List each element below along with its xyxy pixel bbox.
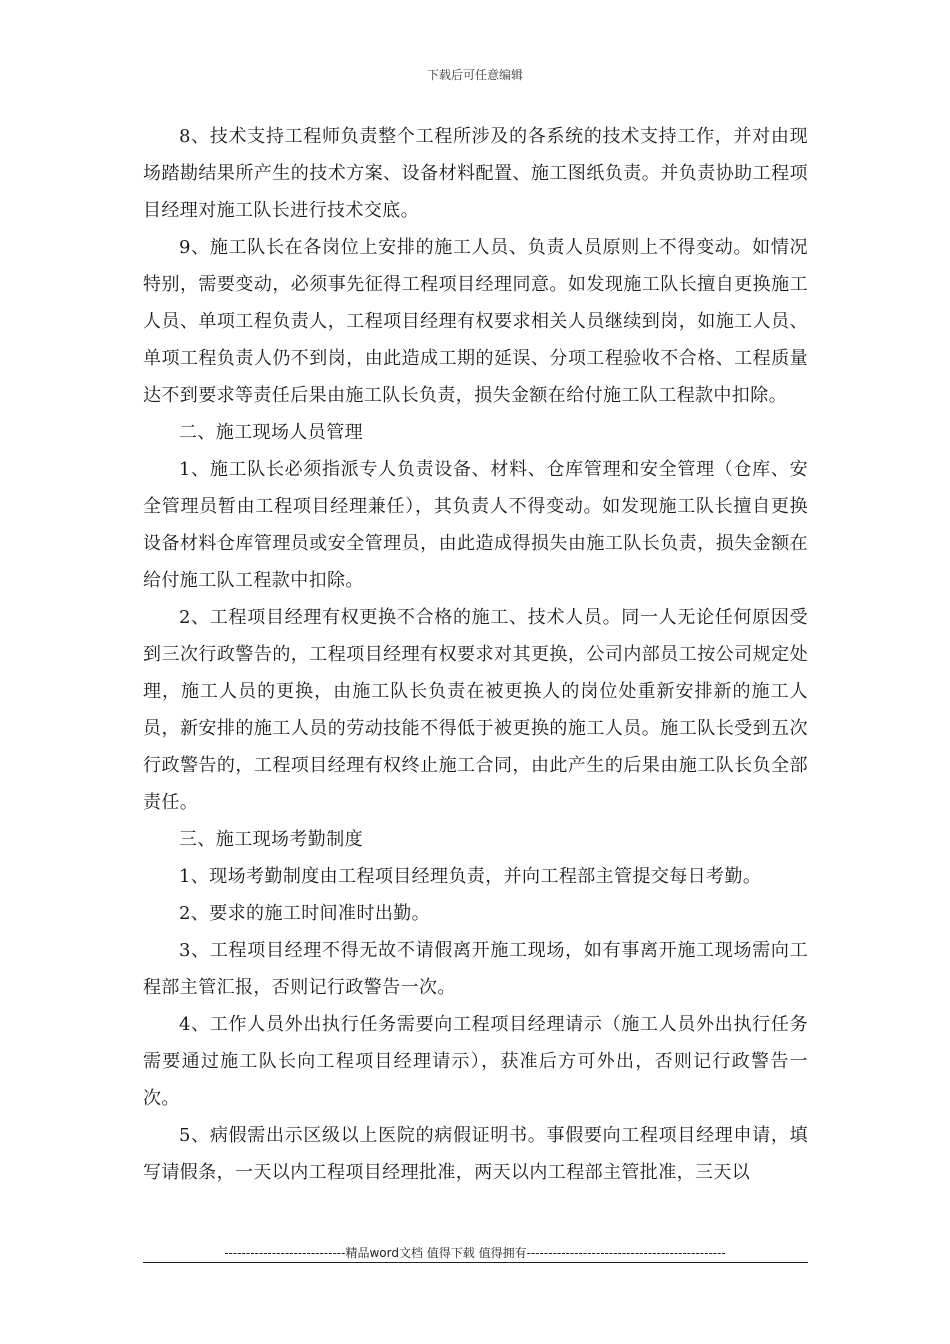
footer-divider: [143, 1262, 808, 1263]
paragraph-item-8: 8、技术支持工程师负责整个工程所涉及的各系统的技术支持工作，并对由现场踏勘结果所产生的技术方案、设备材料配置、施工图纸负责。并负责协助工程项目经理对施工队长进行技术交底。: [143, 126, 808, 221]
paragraph-item-9: 9、施工队长在各岗位上安排的施工人员、负责人员原则上不得变动。如情况特别，需要变动，必须事先征得工程项目经理同意。如发现施工队长擅自更换施工人员、单项工程负责人，工程项目经理有权要求相关人员继续到岗，如施工人员、单项工程负责人仍不到岗，由此造成工期的延误、分项工程验收不合格、工程质量达不到要求等责任后果由施工队长负责，损失金额在给付施工队工程款中扣除。: [143, 237, 808, 406]
section-heading-3: 三、施工现场考勤制度: [179, 829, 363, 850]
section-heading-2: 二、施工现场人员管理: [179, 422, 363, 443]
paragraph-attendance-2: 2、要求的施工时间准时出勤。: [179, 903, 431, 924]
page-footer: ----------------------------精品word文档 值得下载 值得拥有----------------------------------------------: [224, 1246, 726, 1260]
paragraph-attendance-5: 5、病假需出示区级以上医院的病假证明书。事假要向工程项目经理申请，填写请假条，一天以内工程项目经理批准，两天以内工程部主管批准，三天以: [143, 1125, 808, 1183]
paragraph-attendance-1: 1、现场考勤制度由工程项目经理负责，并向工程部主管提交每日考勤。: [179, 866, 762, 887]
paragraph-staff-1: 1、施工队长必须指派专人负责设备、材料、仓库管理和安全管理（仓库、安全管理员暂由工程项目经理兼任），其负责人不得变动。如发现施工队长擅自更换设备材料仓库管理员或安全管理员，由此造成得损失由施工队长负责，损失金额在给付施工队工程款中扣除。: [143, 459, 808, 591]
paragraph-attendance-3: 3、工程项目经理不得无故不请假离开施工现场，如有事离开施工现场需向工程部主管汇报，否则记行政警告一次。: [143, 940, 808, 998]
document-body: [143, 118, 808, 1191]
paragraph-staff-2: 2、工程项目经理有权更换不合格的施工、技术人员。同一人无论任何原因受到三次行政警告的，工程项目经理有权要求对其更换，公司内部员工按公司规定处理，施工人员的更换，由施工队长负责在被更换人的岗位处重新安排新的施工人员，新安排的施工人员的劳动技能不得低于被更换的施工人员。施工队长受到五次行政警告的，工程项目经理有权终止施工合同，由此产生的后果由施工队长负全部责任。: [143, 607, 808, 813]
paragraph-attendance-4: 4、工作人员外出执行任务需要向工程项目经理请示（施工人员外出执行任务需要通过施工队长向工程项目经理请示），获准后方可外出，否则记行政警告一次。: [143, 1014, 808, 1109]
page-header: 下载后可任意编辑: [426, 68, 523, 82]
